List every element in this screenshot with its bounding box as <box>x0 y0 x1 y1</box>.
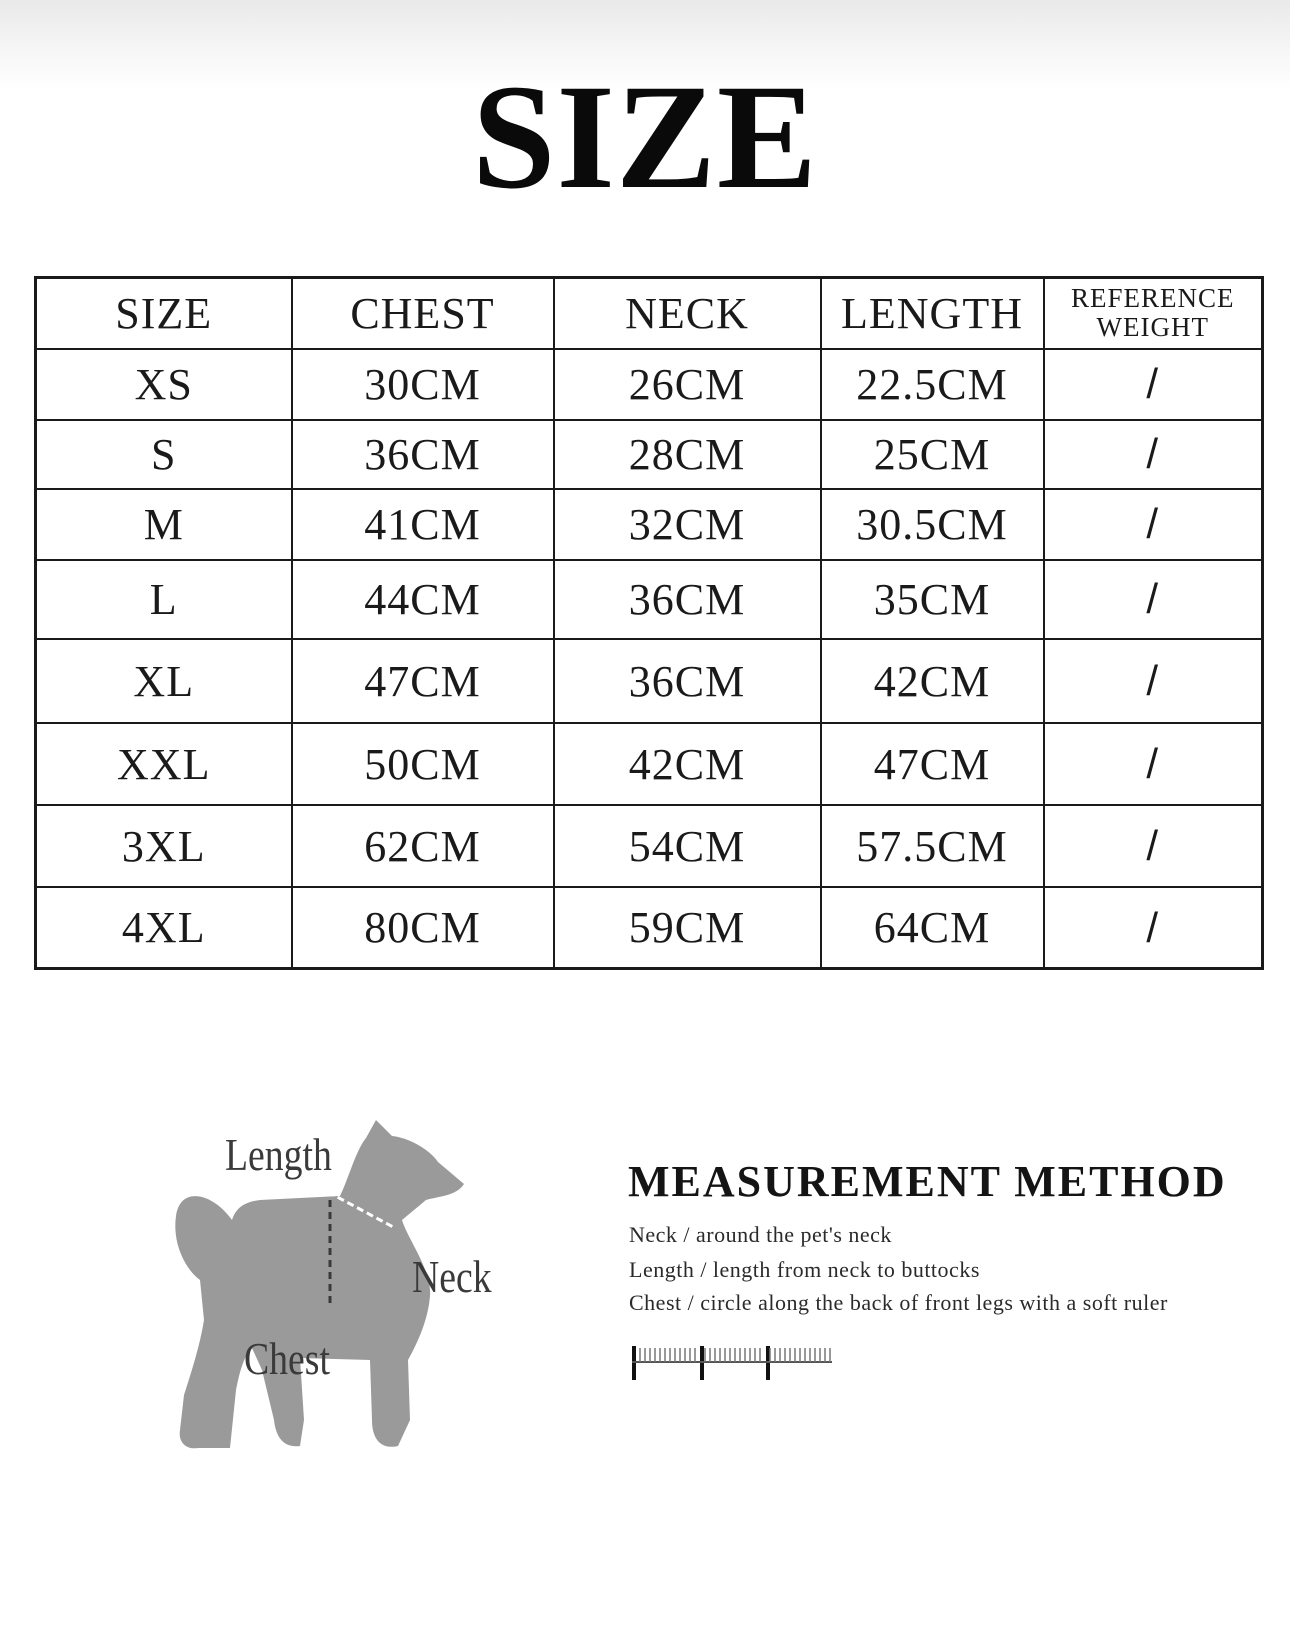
header-size: SIZE <box>36 278 292 349</box>
cell-weight: / <box>1044 887 1263 968</box>
cell-length: 22.5CM <box>821 349 1044 420</box>
cell-neck: 26CM <box>554 349 821 420</box>
method-line-length: Length / length from neck to buttocks <box>629 1257 980 1282</box>
length-measure-line <box>200 1190 328 1192</box>
cell-neck: 42CM <box>554 723 821 805</box>
cell-length: 64CM <box>821 887 1044 968</box>
cell-size: M <box>36 489 292 560</box>
cell-neck: 32CM <box>554 489 821 560</box>
cell-neck: 36CM <box>554 639 821 723</box>
table-row <box>36 723 1263 805</box>
method-line-neck: Neck / around the pet's neck <box>629 1222 892 1247</box>
table-header-row <box>36 278 1263 349</box>
cell-size: L <box>36 560 292 639</box>
header-reference-weight-line1: REFERENCE <box>1070 283 1235 314</box>
cell-neck: 59CM <box>554 887 821 968</box>
cell-neck: 54CM <box>554 805 821 887</box>
page-title: SIZE <box>472 54 818 220</box>
measurement-method-title: MEASUREMENT METHOD <box>628 1157 1227 1206</box>
ruler-minor-ticks <box>640 1348 830 1362</box>
cell-weight: / <box>1044 560 1263 639</box>
cell-size: XL <box>36 639 292 723</box>
header-reference-weight <box>1044 278 1263 349</box>
neck-label: Neck <box>412 1251 492 1302</box>
header-chest: CHEST <box>292 278 554 349</box>
cell-chest: 30CM <box>292 349 554 420</box>
size-chart-table <box>34 276 1264 970</box>
cell-size: XS <box>36 349 292 420</box>
cell-length: 30.5CM <box>821 489 1044 560</box>
cell-chest: 62CM <box>292 805 554 887</box>
header-length: LENGTH <box>821 278 1044 349</box>
dog-silhouette-icon <box>140 1120 570 1460</box>
cell-neck: 28CM <box>554 420 821 489</box>
table-row <box>36 420 1263 489</box>
cell-weight: / <box>1044 723 1263 805</box>
cell-weight: / <box>1044 805 1263 887</box>
ruler-icon <box>632 1340 842 1382</box>
cell-length: 35CM <box>821 560 1044 639</box>
cell-weight: / <box>1044 349 1263 420</box>
cell-size: S <box>36 420 292 489</box>
cell-length: 57.5CM <box>821 805 1044 887</box>
table-row <box>36 887 1263 968</box>
table-row <box>36 560 1263 639</box>
cell-length: 47CM <box>821 723 1044 805</box>
table-row <box>36 489 1263 560</box>
cell-chest: 36CM <box>292 420 554 489</box>
cell-chest: 50CM <box>292 723 554 805</box>
cell-chest: 44CM <box>292 560 554 639</box>
header-neck: NECK <box>554 278 821 349</box>
cell-size: 4XL <box>36 887 292 968</box>
cell-chest: 41CM <box>292 489 554 560</box>
table-row <box>36 805 1263 887</box>
header-reference-weight-line2: WEIGHT <box>1096 312 1209 343</box>
length-label: Length <box>225 1129 332 1180</box>
cell-chest: 47CM <box>292 639 554 723</box>
cell-neck: 36CM <box>554 560 821 639</box>
cell-weight: / <box>1044 639 1263 723</box>
cell-size: XXL <box>36 723 292 805</box>
cell-length: 25CM <box>821 420 1044 489</box>
cell-weight: / <box>1044 420 1263 489</box>
cell-length: 42CM <box>821 639 1044 723</box>
dog-measurement-diagram <box>140 1120 570 1460</box>
table-row <box>36 349 1263 420</box>
cell-weight: / <box>1044 489 1263 560</box>
chest-label: Chest <box>244 1333 330 1384</box>
cell-chest: 80CM <box>292 887 554 968</box>
method-line-chest: Chest / circle along the back of front legs with a soft ruler <box>629 1290 1168 1315</box>
table-row <box>36 639 1263 723</box>
cell-size: 3XL <box>36 805 292 887</box>
